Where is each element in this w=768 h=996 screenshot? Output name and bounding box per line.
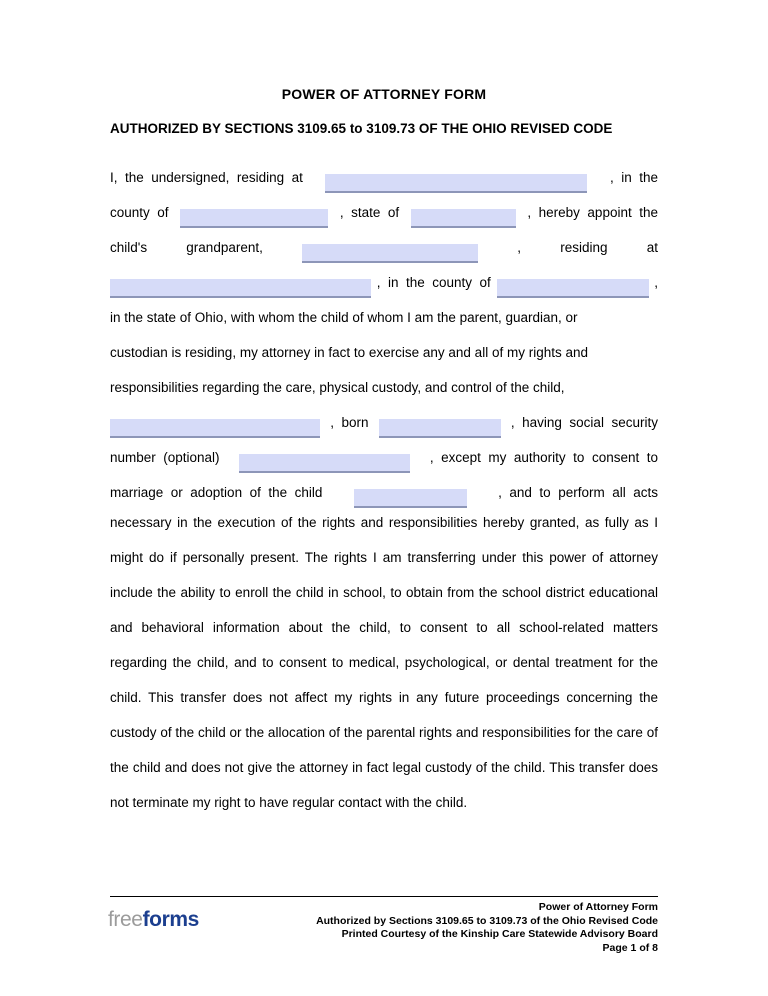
line3-text-b: grandparent,	[186, 240, 263, 255]
line1-text-a: I, the undersigned, residing at	[110, 170, 303, 185]
line9-text-a: number (optional)	[110, 450, 220, 465]
grandparent-county-field[interactable]	[497, 279, 649, 298]
footer-line-title: Power of Attorney Form	[538, 901, 658, 913]
social-security-number-field[interactable]	[239, 454, 410, 473]
child-name-field[interactable]	[110, 419, 320, 438]
line4-text-a: , in the county of	[376, 275, 491, 290]
line10-text-b: , and to perform all acts	[498, 485, 658, 500]
footer-divider	[110, 896, 658, 897]
body-line-6	[110, 333, 658, 368]
county-field[interactable]	[180, 209, 328, 228]
logo-text-free: free	[108, 908, 143, 931]
line3-text-a: child's	[110, 240, 148, 255]
line3-text-e: at	[646, 240, 658, 255]
line2-text-a: county of	[110, 205, 169, 220]
line1-text-b: , in the	[609, 170, 658, 185]
child-born-field[interactable]	[379, 419, 501, 438]
line9-text-b: , except my authority to consent to	[429, 450, 658, 465]
residing-address-field[interactable]	[325, 174, 587, 193]
footer-line-authorization: Authorized by Sections 3109.65 to 3109.73 of the Ohio Revised Code	[316, 914, 658, 927]
line3-text-c: ,	[517, 240, 522, 255]
footer-line-page-number: Page 1 of 8	[602, 941, 658, 954]
grandparent-name-field[interactable]	[302, 244, 478, 263]
grandparent-address-field[interactable]	[110, 279, 371, 298]
line3-text-d: residing	[560, 240, 608, 255]
body-line-4	[110, 263, 658, 298]
line4-text-b: ,	[654, 275, 658, 290]
line8-text-a: , born	[330, 415, 369, 430]
line7-text: responsibilities regarding the care, physical custody, and control of the child,	[110, 380, 565, 395]
line8-text-b: , having social security	[510, 415, 658, 430]
freeforms-logo	[108, 908, 199, 932]
body-line-9	[110, 438, 658, 473]
line10-text-a: marriage or adoption of the child	[110, 485, 323, 500]
line6-text: custodian is residing, my attorney in fact to exercise any and all of my rights and	[110, 345, 588, 360]
body-line-7	[110, 368, 658, 403]
line2-text-c: , hereby appoint the	[527, 205, 658, 220]
body-line-10	[110, 473, 658, 508]
logo-text-forms: forms	[142, 908, 199, 931]
footer-text-block	[228, 901, 658, 955]
body-line-2	[110, 193, 658, 228]
line2-text-b: , state of	[339, 205, 400, 220]
form-body	[110, 158, 658, 508]
body-line-8	[110, 403, 658, 438]
line5-text: in the state of Ohio, with whom the child of whom I am the parent, guardian, or	[110, 310, 578, 325]
body-line-3	[110, 228, 658, 263]
body-line-5	[110, 298, 658, 333]
footer-line-courtesy: Printed Courtesy of the Kinship Care Statewide Advisory Board	[341, 928, 658, 940]
authorization-heading: AUTHORIZED BY SECTIONS 3109.65 to 3109.73 OF THE OHIO REVISED CODE	[110, 121, 613, 136]
state-field[interactable]	[411, 209, 516, 228]
page-title: POWER OF ATTORNEY FORM	[281, 86, 487, 102]
body-line-1	[110, 158, 658, 193]
body-paragraph-tail: necessary in the execution of the rights and responsibilities hereby granted, as fully as I might do if personally present. The rights I am transferring under this power of attorney include the ability to enroll the child in school, to obtain from the school district educational and behavioral information about the child, to consent to all school-related matters regarding the child, and to consent to medical, psychological, or dental treatment for the child. This transfer does not affect my rights in any future proceedings concerning the custody of the child or the allocation of the parental rights and responsibilities for the care of the child and does not give the attorney in fact legal custody of the child. This transfer does not terminate my right to have regular contact with the child.	[110, 515, 658, 810]
